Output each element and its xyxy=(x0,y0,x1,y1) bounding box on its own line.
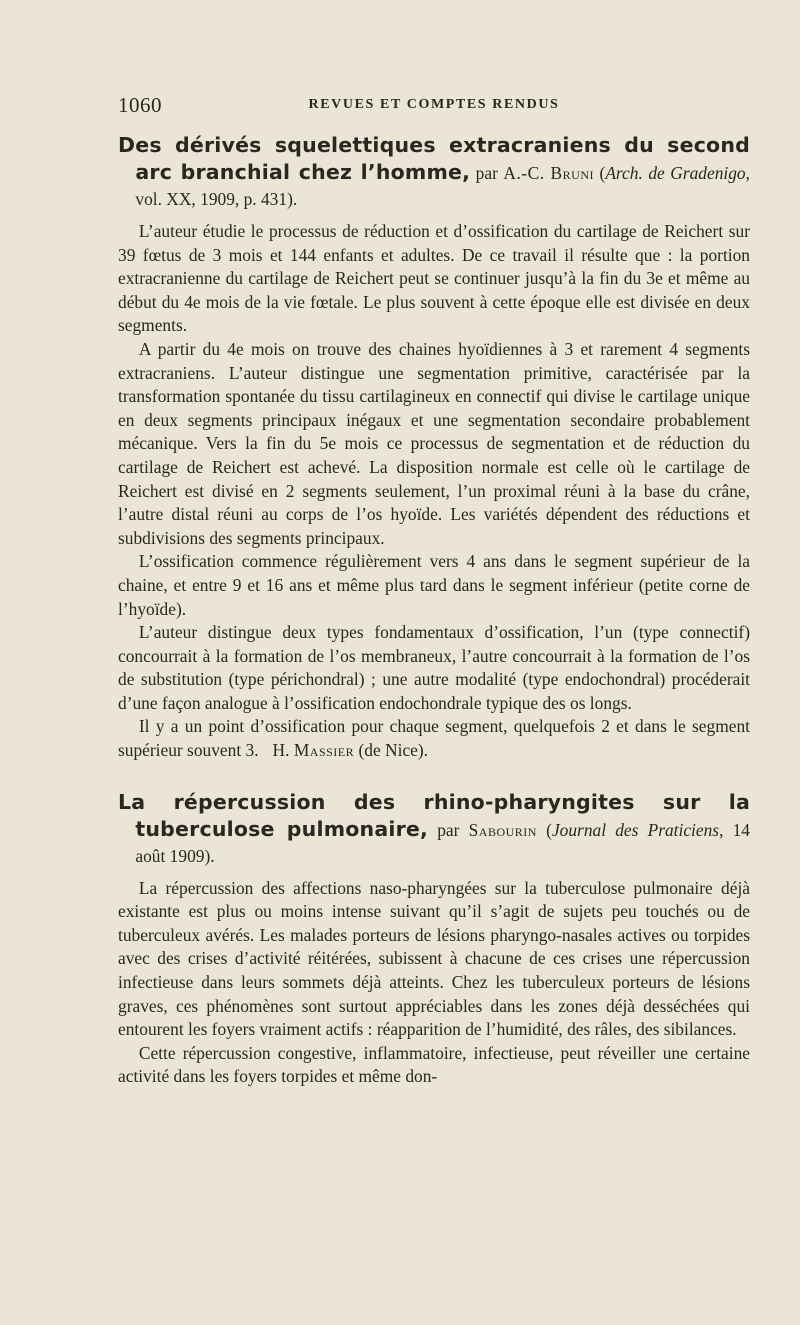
byline-par: par xyxy=(428,819,469,840)
paragraph: A partir du 4e mois on trouve des chaines hyoïdiennes à 3 et rarement 4 segments extracraniens. L’auteur distingue une segmentation primitive, caractérisée par la transformation spontanée du tissu cartilagineux en connectif qui divise le cartilage unique en deux segments principaux inégaux et une segmentation secondaire probablement mécanique. Vers la fin du 5e mois ce processus de segmentation et de réduction du cartilage de Reichert est achevé. La disposition normale est celle où le cartilage de Reichert est divisé en 2 segments seulement, l’un proximal réuni à la base du crâne, l’autre distal réuni au corps de l’os hyoïde. Les variétés dépendent des réductions et subdivisions des segments principaux. xyxy=(118,338,750,548)
article-heading xyxy=(118,132,750,212)
page-number: 1060 xyxy=(118,93,162,117)
reference-details: , 14 août 1909). xyxy=(135,819,751,866)
paragraph-with-signature xyxy=(118,715,750,762)
article-bruni xyxy=(118,132,750,763)
byline-author: Sabourin xyxy=(468,819,537,840)
paragraph: L’auteur distingue deux types fondamentaux d’ossification, l’un (type connectif) concourrait à la formation de l’os membraneux, l’autre concourrait à la formation de l’os de substitution (type périchondral) ; une autre modalité (type endochondral) procéderait d’une façon analogue à l’ossification endochondrale typique des os longs. xyxy=(118,622,750,713)
article-heading xyxy=(118,789,750,869)
page-header xyxy=(118,93,750,119)
byline-author: A.-C. Bruni xyxy=(503,163,594,183)
paragraph-text: Il y a un point d’ossification pour chaque segment, quelquefois 2 et dans le segment supérieur souvent 3. xyxy=(118,716,750,761)
running-head: REVUES ET COMPTES RENDUS xyxy=(308,97,560,112)
signature-initial: H. xyxy=(272,740,290,761)
journal-name: Arch. de Gradenigo xyxy=(605,163,746,183)
reference-open: ( xyxy=(594,163,606,183)
reference-open: ( xyxy=(536,819,552,840)
paragraph: L’ossification commence régulièrement vers 4 ans dans le segment supérieur de la chaine, et entre 9 et 16 ans et même plus tard dans le segment inférieur (petite corne de l’hyoïde). xyxy=(118,551,750,619)
paragraph: Cette répercussion congestive, inflammatoire, infectieuse, peut réveiller une certaine activité dans les foyers torpides et même don- xyxy=(118,1042,750,1087)
article-title: La répercussion des rhino-pharyngites sur la tuberculose pulmonaire, xyxy=(118,789,750,841)
journal-name: Journal des Praticiens xyxy=(551,819,720,840)
byline-par: par xyxy=(470,163,504,183)
article-sabourin xyxy=(118,789,750,1089)
paragraph: La répercussion des affections naso-pharyngées sur la tuberculose pulmonaire déjà existante est plus ou moins intense suivant qu’il s’agit de sujets peu touchés ou de tuberculeux avérés. Les malades porteurs de lésions pharyngo-nasales actives ou torpides avec des crises d’activité réitérées, subissent à chacune de ces crises une répercussion infectieuse dans leurs sommets déjà atteints. Chez les tuberculeux porteurs de lésions graves, ces phénomènes sont surtout appréciables dans les zones déjà desséchées qui entourent les foyers vraiment actifs : réapparition de l’humidité, des râles, des sibilances. xyxy=(118,877,750,1040)
article-title: Des dérivés squelettiques extracraniens du second arc branchial chez l’homme, xyxy=(118,133,750,184)
signature-place: (de Nice). xyxy=(354,740,429,761)
paragraph: L’auteur étudie le processus de réduction et d’ossification du cartilage de Reichert sur 39 fœtus de 3 mois et 144 enfants et adultes. De ce travail il résulte que : la portion extracranienne du cartilage de Reichert peut se continuer jusqu’à la fin du 3e et même au début du 4e mois de la vie fœtale. Le plus souvent à cette époque elle est divisée en deux segments. xyxy=(118,221,750,336)
reference-details: , vol. XX, 1909, p. 431). xyxy=(135,163,750,209)
text-column xyxy=(118,132,750,1089)
signature-name: Massier xyxy=(293,740,355,761)
